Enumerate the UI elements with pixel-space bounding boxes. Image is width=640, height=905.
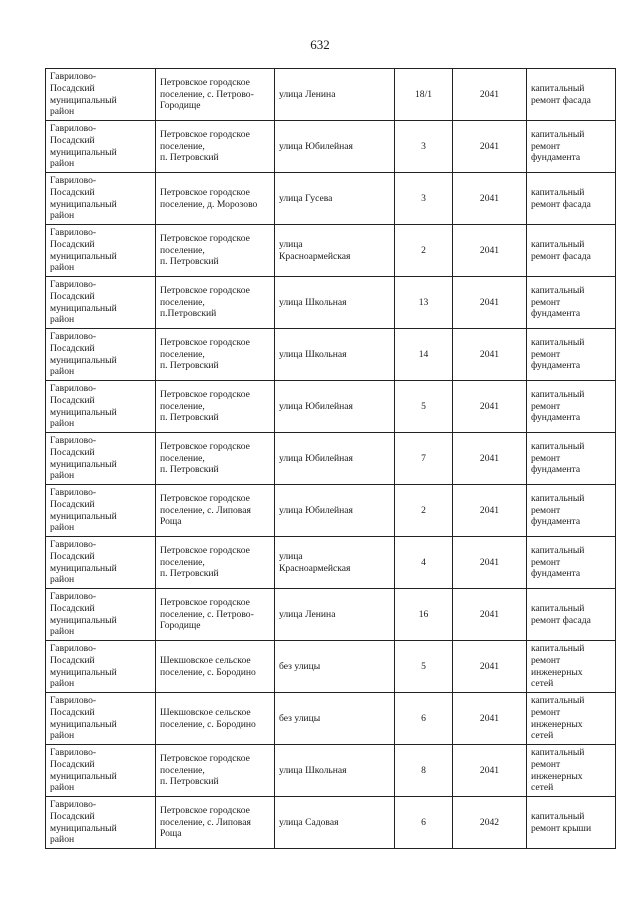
district-cell: [46, 589, 156, 641]
work-type-cell: [527, 641, 616, 693]
year-cell: [453, 381, 527, 433]
district-cell-text: Гаврилово- Посадский муниципальный район: [50, 590, 117, 638]
table-row: [46, 69, 616, 121]
district-cell-text: Гаврилово- Посадский муниципальный район: [50, 278, 117, 326]
street-cell: [275, 485, 395, 537]
house-number-cell: [395, 641, 453, 693]
settlement-cell: [156, 693, 275, 745]
street-cell: [275, 537, 395, 589]
settlement-cell-text: Петровское городское поселение, п. Петровский: [160, 388, 250, 424]
district-cell-text: Гаврилово- Посадский муниципальный район: [50, 538, 117, 586]
table-row: [46, 121, 616, 173]
settlement-cell: [156, 173, 275, 225]
work-type-cell: [527, 277, 616, 329]
work-type-cell: [527, 69, 616, 121]
table-row: [46, 173, 616, 225]
work-type-cell-text: капитальный ремонт фундамента: [531, 336, 585, 372]
street-cell: [275, 225, 395, 277]
year-cell-text: 2041: [479, 244, 500, 256]
district-cell: [46, 433, 156, 485]
year-cell-text: 2041: [479, 296, 500, 308]
table-row: [46, 537, 616, 589]
year-cell: [453, 277, 527, 329]
settlement-cell-text: Петровское городское поселение, с. Петрово- Городище: [160, 76, 254, 112]
street-cell-text: улица Ленина: [279, 608, 336, 620]
district-cell-text: Гаврилово- Посадский муниципальный район: [50, 798, 117, 846]
district-cell-text: Гаврилово- Посадский муниципальный район: [50, 642, 117, 690]
house-number-cell: [395, 225, 453, 277]
settlement-cell: [156, 589, 275, 641]
work-type-cell: [527, 173, 616, 225]
house-number-cell: [395, 433, 453, 485]
settlement-cell-text: Петровское городское поселение, с. Петрово- Городище: [160, 596, 254, 632]
house-number-cell-text: 14: [418, 348, 429, 360]
street-cell-text: без улицы: [279, 712, 321, 724]
house-number-cell: [395, 173, 453, 225]
year-cell-text: 2041: [479, 348, 500, 360]
house-number-cell-text: 16: [418, 608, 429, 620]
district-cell: [46, 121, 156, 173]
house-number-cell: [395, 693, 453, 745]
street-cell: [275, 433, 395, 485]
settlement-cell-text: Петровское городское поселение, п.Петровский: [160, 284, 250, 320]
district-cell: [46, 329, 156, 381]
house-number-cell: [395, 329, 453, 381]
settlement-cell: [156, 641, 275, 693]
page-number: 632: [310, 37, 330, 52]
settlement-cell: [156, 433, 275, 485]
settlement-cell-text: Петровское городское поселение, п. Петровский: [160, 440, 250, 476]
year-cell-text: 2041: [479, 140, 500, 152]
year-cell-text: 2041: [479, 504, 500, 516]
district-cell-text: Гаврилово- Посадский муниципальный район: [50, 486, 117, 534]
house-number-cell-text: 4: [421, 556, 426, 568]
house-number-cell-text: 3: [421, 140, 426, 152]
year-cell-text: 2041: [479, 712, 500, 724]
work-type-cell: [527, 537, 616, 589]
house-number-cell-text: 3: [421, 192, 426, 204]
year-cell-text: 2041: [479, 400, 500, 412]
house-number-cell: [395, 745, 453, 797]
work-type-cell: [527, 745, 616, 797]
street-cell-text: улица Красноармейская: [279, 550, 351, 574]
street-cell: [275, 277, 395, 329]
work-type-cell: [527, 589, 616, 641]
street-cell: [275, 745, 395, 797]
year-cell: [453, 485, 527, 537]
table-row: [46, 745, 616, 797]
table-body: [46, 69, 616, 849]
settlement-cell: [156, 797, 275, 849]
work-type-cell-text: капитальный ремонт крыши: [531, 810, 592, 834]
work-type-cell-text: капитальный ремонт фундамента: [531, 440, 585, 476]
settlement-cell-text: Петровское городское поселение, д. Морозово: [160, 186, 258, 210]
district-cell: [46, 69, 156, 121]
street-cell: [275, 121, 395, 173]
year-cell-text: 2041: [479, 192, 500, 204]
settlement-cell: [156, 69, 275, 121]
table-row: [46, 433, 616, 485]
district-cell: [46, 277, 156, 329]
house-number-cell: [395, 537, 453, 589]
house-number-cell-text: 18/1: [414, 88, 433, 100]
work-type-cell-text: капитальный ремонт фасада: [531, 602, 591, 626]
house-number-cell: [395, 121, 453, 173]
street-cell: [275, 329, 395, 381]
district-cell-text: Гаврилово- Посадский муниципальный район: [50, 434, 117, 482]
house-number-cell: [395, 381, 453, 433]
house-number-cell: [395, 485, 453, 537]
work-type-cell-text: капитальный ремонт фундамента: [531, 284, 585, 320]
district-cell: [46, 225, 156, 277]
street-cell: [275, 641, 395, 693]
settlement-cell-text: Петровское городское поселение, п. Петровский: [160, 336, 250, 372]
street-cell-text: улица Школьная: [279, 296, 347, 308]
street-cell: [275, 173, 395, 225]
settlement-cell: [156, 381, 275, 433]
house-number-cell-text: 5: [421, 660, 426, 672]
street-cell-text: улица Юбилейная: [279, 140, 353, 152]
work-type-cell-text: капитальный ремонт инженерных сетей: [531, 746, 585, 794]
street-cell-text: улица Ленина: [279, 88, 336, 100]
settlement-cell: [156, 745, 275, 797]
year-cell: [453, 433, 527, 485]
work-type-cell-text: капитальный ремонт фундамента: [531, 492, 585, 528]
table-row: [46, 693, 616, 745]
settlement-cell-text: Петровское городское поселение, с. Липовая Роща: [160, 492, 251, 528]
year-cell-text: 2041: [479, 88, 500, 100]
year-cell: [453, 173, 527, 225]
street-cell-text: улица Школьная: [279, 348, 347, 360]
house-number-cell-text: 6: [421, 816, 426, 828]
year-cell-text: 2041: [479, 452, 500, 464]
work-type-cell: [527, 121, 616, 173]
district-cell-text: Гаврилово- Посадский муниципальный район: [50, 694, 117, 742]
house-number-cell-text: 13: [418, 296, 429, 308]
year-cell-text: 2041: [479, 764, 500, 776]
district-cell: [46, 693, 156, 745]
district-cell: [46, 745, 156, 797]
district-cell-text: Гаврилово- Посадский муниципальный район: [50, 382, 117, 430]
district-cell: [46, 173, 156, 225]
settlement-cell-text: Петровское городское поселение, п. Петровский: [160, 544, 250, 580]
street-cell-text: улица Гусева: [279, 192, 333, 204]
district-cell-text: Гаврилово- Посадский муниципальный район: [50, 330, 117, 378]
year-cell: [453, 641, 527, 693]
district-cell: [46, 381, 156, 433]
house-number-cell-text: 2: [421, 244, 426, 256]
year-cell: [453, 329, 527, 381]
settlement-cell: [156, 485, 275, 537]
street-cell-text: улица Юбилейная: [279, 400, 353, 412]
work-type-cell-text: капитальный ремонт фундамента: [531, 544, 585, 580]
settlement-cell-text: Шекшовское сельское поселение, с. Бородино: [160, 654, 256, 678]
district-cell-text: Гаврилово- Посадский муниципальный район: [50, 174, 117, 222]
house-number-cell: [395, 797, 453, 849]
work-type-cell: [527, 433, 616, 485]
settlement-cell: [156, 329, 275, 381]
year-cell: [453, 589, 527, 641]
street-cell-text: улица Юбилейная: [279, 452, 353, 464]
settlement-cell: [156, 277, 275, 329]
settlement-cell-text: Петровское городское поселение, п. Петровский: [160, 232, 250, 268]
year-cell-text: 2041: [479, 660, 500, 672]
street-cell-text: без улицы: [279, 660, 321, 672]
settlement-cell-text: Петровское городское поселение, с. Липовая Роща: [160, 804, 251, 840]
work-type-cell: [527, 381, 616, 433]
work-type-cell-text: капитальный ремонт фасада: [531, 186, 591, 210]
work-type-cell: [527, 693, 616, 745]
settlement-cell: [156, 225, 275, 277]
settlement-cell: [156, 537, 275, 589]
repair-schedule-table: [45, 68, 616, 849]
work-type-cell-text: капитальный ремонт фундамента: [531, 388, 585, 424]
table-row: [46, 277, 616, 329]
house-number-cell-text: 8: [421, 764, 426, 776]
year-cell: [453, 537, 527, 589]
district-cell-text: Гаврилово- Посадский муниципальный район: [50, 226, 117, 274]
year-cell: [453, 797, 527, 849]
district-cell-text: Гаврилово- Посадский муниципальный район: [50, 746, 117, 794]
street-cell-text: улица Юбилейная: [279, 504, 353, 516]
year-cell-text: 2041: [479, 556, 500, 568]
year-cell: [453, 69, 527, 121]
year-cell: [453, 745, 527, 797]
street-cell-text: улица Школьная: [279, 764, 347, 776]
street-cell: [275, 589, 395, 641]
settlement-cell-text: Шекшовское сельское поселение, с. Бородино: [160, 706, 256, 730]
table-row: [46, 225, 616, 277]
district-cell-text: Гаврилово- Посадский муниципальный район: [50, 122, 117, 170]
work-type-cell-text: капитальный ремонт инженерных сетей: [531, 694, 585, 742]
work-type-cell-text: капитальный ремонт фасада: [531, 82, 591, 106]
table-row: [46, 381, 616, 433]
work-type-cell: [527, 485, 616, 537]
house-number-cell-text: 6: [421, 712, 426, 724]
year-cell: [453, 693, 527, 745]
house-number-cell: [395, 277, 453, 329]
table-row: [46, 641, 616, 693]
house-number-cell-text: 7: [421, 452, 426, 464]
table-row: [46, 589, 616, 641]
street-cell-text: улица Садовая: [279, 816, 339, 828]
house-number-cell-text: 2: [421, 504, 426, 516]
district-cell: [46, 641, 156, 693]
district-cell-text: Гаврилово- Посадский муниципальный район: [50, 70, 117, 118]
year-cell-text: 2041: [479, 608, 500, 620]
table-row: [46, 485, 616, 537]
settlement-cell-text: Петровское городское поселение, п. Петровский: [160, 128, 250, 164]
street-cell: [275, 69, 395, 121]
table-row: [46, 329, 616, 381]
year-cell: [453, 121, 527, 173]
table-row: [46, 797, 616, 849]
work-type-cell-text: капитальный ремонт фасада: [531, 238, 591, 262]
work-type-cell-text: капитальный ремонт фундамента: [531, 128, 585, 164]
house-number-cell: [395, 589, 453, 641]
street-cell: [275, 693, 395, 745]
street-cell-text: улица Красноармейская: [279, 238, 351, 262]
house-number-cell-text: 5: [421, 400, 426, 412]
work-type-cell-text: капитальный ремонт инженерных сетей: [531, 642, 585, 690]
street-cell: [275, 381, 395, 433]
settlement-cell-text: Петровское городское поселение, п. Петровский: [160, 752, 250, 788]
settlement-cell: [156, 121, 275, 173]
street-cell: [275, 797, 395, 849]
district-cell: [46, 797, 156, 849]
district-cell: [46, 537, 156, 589]
work-type-cell: [527, 225, 616, 277]
house-number-cell: [395, 69, 453, 121]
work-type-cell: [527, 329, 616, 381]
year-cell-text: 2042: [479, 816, 500, 828]
year-cell: [453, 225, 527, 277]
district-cell: [46, 485, 156, 537]
work-type-cell: [527, 797, 616, 849]
